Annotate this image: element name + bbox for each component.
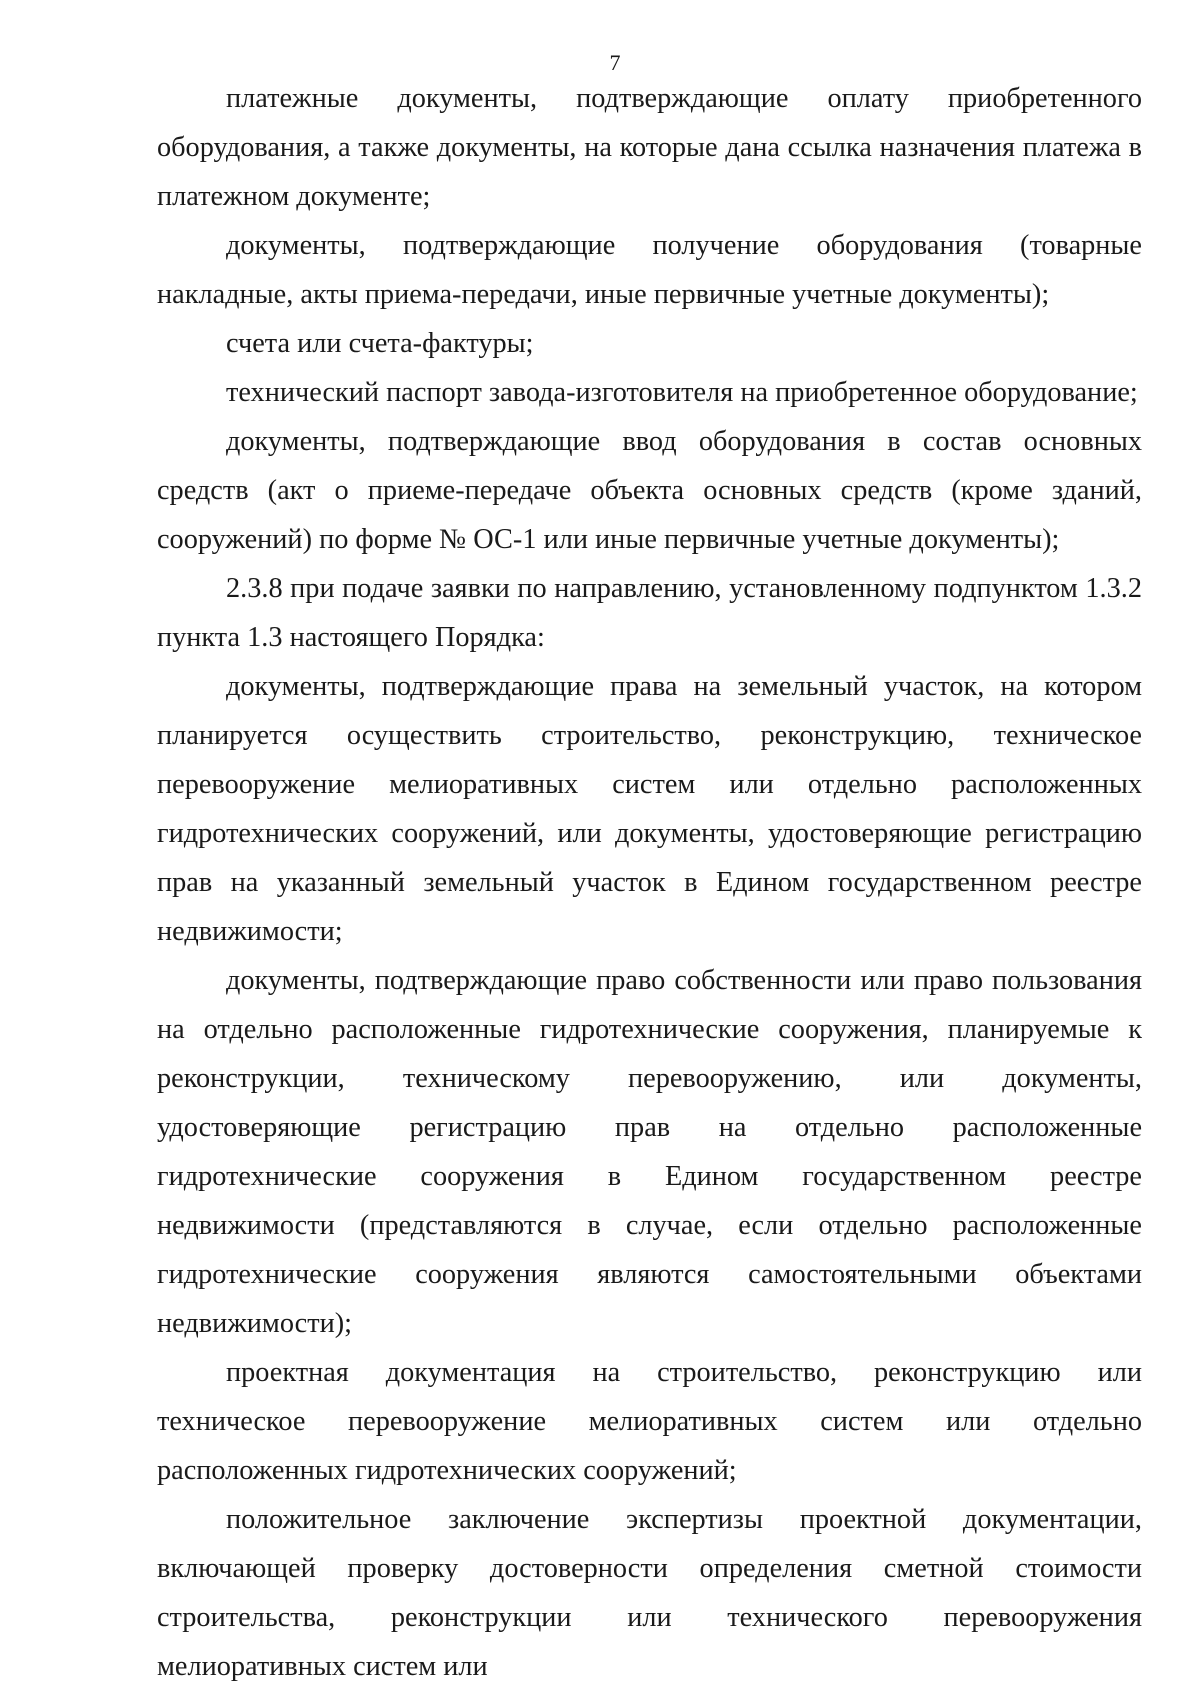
- page-number: 7: [609, 50, 621, 75]
- paragraph-ownership-rights: документы, подтверждающие право собственности или право пользования на отдельно расположенные гидротехнические сооружения, планируемые к реконструкции, техническому перевооружению, или документы, удостоверяющие регистрацию прав на отдельно расположенные гидротехнические сооружения в Едином государственном реестре недвижимости (представляются в случае, если отдельно расположенные гидротехнические сооружения являются самостоятельными объектами недвижимости);: [157, 965, 1142, 1339]
- paragraph-technical-passport: технический паспорт завода-изготовителя на приобретенное оборудование;: [226, 377, 1138, 408]
- paragraph-receipt-documents: документы, подтверждающие получение оборудования (товарные накладные, акты приема-передачи, иные первичные учетные документы);: [157, 230, 1142, 310]
- paragraph-expert-conclusion: положительное заключение экспертизы проектной документации, включающей проверку достоверности определения сметной стоимости строительства, реконструкции или технического перевооружения мелиоративных систем или: [157, 1504, 1142, 1682]
- paragraph-land-rights: документы, подтверждающие права на земельный участок, на котором планируется осуществить строительство, реконструкцию, техническое перевооружение мелиоративных систем или отдельно расположенных гидротехнических сооружений, или документы, удостоверяющие регистрацию прав на указанный земельный участок в Едином государственном реестре недвижимости;: [157, 671, 1142, 947]
- paragraph-commissioning-documents: документы, подтверждающие ввод оборудования в состав основных средств (акт о приеме-передаче объекта основных средств (кроме зданий, сооружений) по форме № ОС-1 или иные первичные учетные документы);: [157, 426, 1142, 555]
- paragraph-project-documentation: проектная документация на строительство, реконструкцию или техническое перевооружение мелиоративных систем или отдельно расположенных гидротехнических сооружений;: [157, 1357, 1142, 1486]
- paragraph-clause-2-3-8: 2.3.8 при подаче заявки по направлению, установленному подпунктом 1.3.2 пункта 1.3 настоящего Порядка:: [157, 573, 1142, 653]
- paragraph-invoices: счета или счета-фактуры;: [226, 328, 534, 359]
- paragraph-payment-documents: платежные документы, подтверждающие оплату приобретенного оборудования, а также документы, на которые дана ссылка назначения платежа в платежном документе;: [157, 83, 1142, 212]
- document-body: [157, 74, 1142, 1691]
